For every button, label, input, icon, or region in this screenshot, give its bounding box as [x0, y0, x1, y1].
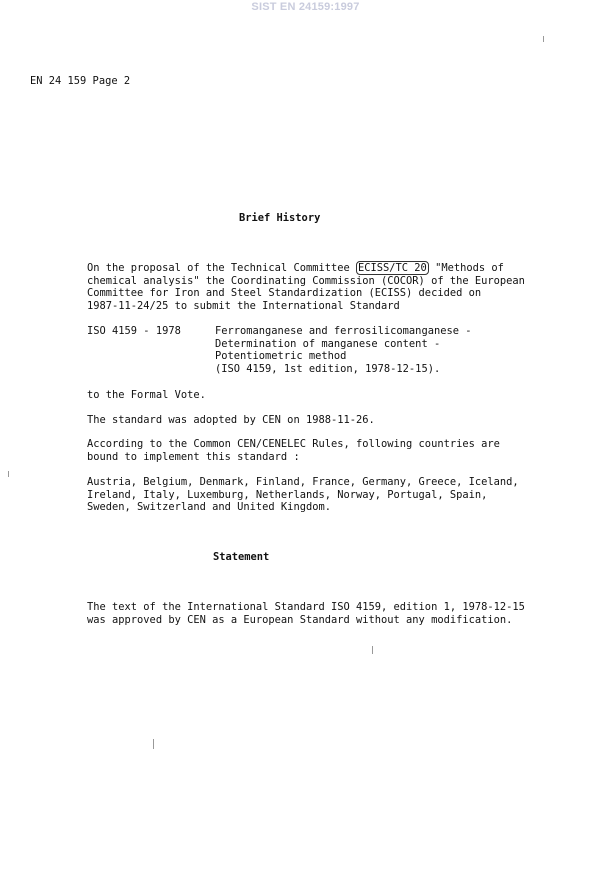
scan-artifact [543, 36, 544, 42]
committee-reference: ECISS/TC 20 [358, 262, 427, 274]
countries-paragraph: Austria, Belgium, Denmark, Finland, France, Germany, Greece, Iceland, Ireland, Italy, Luxemburg, Netherlands, Norway, Portugal, Spain, Sweden, Switzerland and United Kingdom. [87, 476, 519, 514]
proposal-line-3: Committee for Iron and Steel Standardization (ECISS) decided on [87, 287, 482, 300]
scan-artifact [8, 471, 9, 477]
brief-history-heading: Brief History [239, 212, 321, 224]
proposal-line-2: chemical analysis" the Coordinating Commission (COCOR) of the European [87, 274, 525, 287]
page-header: EN 24 159 Page 2 [30, 75, 131, 87]
standard-id: ISO 4159 - 1978 [87, 325, 181, 337]
proposal-line-4: 1987-11-24/25 to submit the International Standard [87, 299, 400, 312]
statement-heading: Statement [213, 551, 270, 563]
scan-artifact [372, 646, 373, 654]
formal-vote-text: to the Formal Vote. [87, 389, 206, 401]
proposal-paragraph [87, 262, 525, 312]
adoption-text: The standard was adopted by CEN on 1988-11-26. [87, 414, 375, 426]
standard-title: Ferromanganese and ferrosilicomanganese - Determination of manganese content - Potentiometric method (ISO 4159, 1st edition, 1978-12-15). [215, 325, 472, 375]
proposal-line-1: On the proposal of the Technical Committee ECISS/TC 20 "Methods of [87, 262, 504, 274]
rules-paragraph: According to the Common CEN/CENELEC Rules, following countries are bound to implement this standard : [87, 438, 500, 463]
scan-artifact [153, 739, 154, 749]
watermark: SIST EN 24159:1997 [251, 1, 360, 13]
statement-paragraph: The text of the International Standard ISO 4159, edition 1, 1978-12-15 was approved by CEN as a European Standard without any modification. [87, 601, 525, 626]
standard-reference [87, 325, 472, 375]
